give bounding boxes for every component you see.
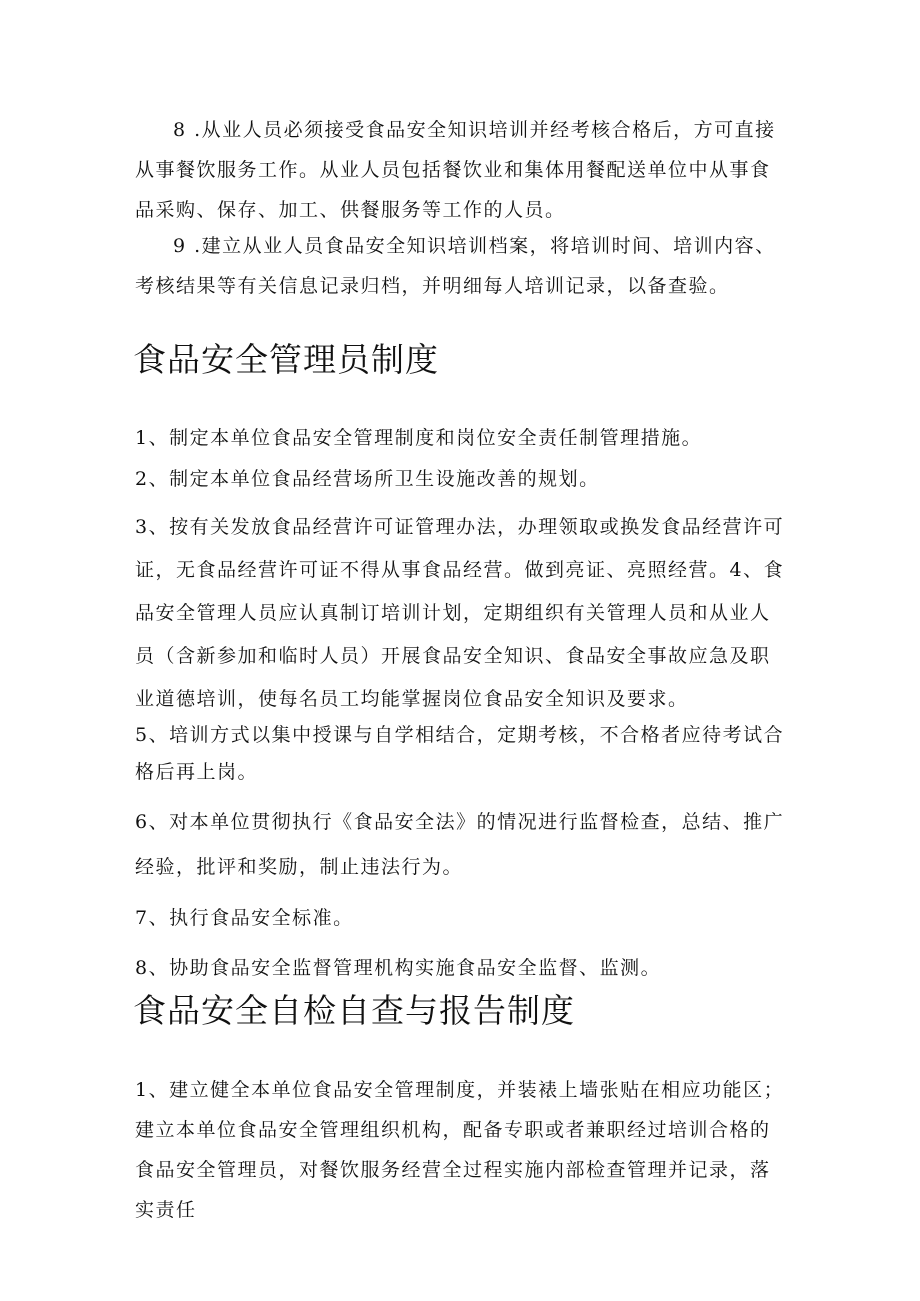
section1-item-8: 8、协助食品安全监督管理机构实施食品安全监督、监测。 [135, 957, 662, 979]
section1-item-5: 5、培训方式以集中授课与自学相结合，定期考核，不合格者应待考试合格后再上岗。 [135, 724, 785, 783]
section1-item-7: 7、执行食品安全标准。 [135, 907, 354, 929]
section1-item-1: 1、制定本单位食品安全管理制度和岗位安全责任制管理措施。 [135, 427, 703, 449]
section1-item-2: 2、制定本单位食品经营场所卫生设施改善的规划。 [135, 468, 600, 490]
section-title-self-inspection: 食品安全自检自查与报告制度 [133, 991, 575, 1030]
intro-item-9: 9 .建立从业人员食品安全知识培训档案，将培训时间、培训内容、考核结果等有关信息记录归档，并明细每人培训记录，以备查验。 [135, 235, 776, 297]
section1-item-3-4: 3、按有关发放食品经营许可证管理办法，办理领取或换发食品经营许可证，无食品经营许可证不得从事食品经营。做到亮证、亮照经营。4、食品安全管理人员应认真制订培训计划，定期组织有关管理人员和从业人员（含新参加和临时人员）开展食品安全知识、食品安全事故应急及职业道德培训，使每名员工均能掌握岗位食品安全知识及要求。 [135, 516, 785, 710]
section1-item-6: 6、对本单位贯彻执行《食品安全法》的情况进行监督检查，总结、推广经验，批评和奖励，制止违法行为。 [135, 811, 785, 878]
section-title-safety-manager: 食品安全管理员制度 [133, 340, 439, 379]
intro-item-8: 8 .从业人员必须接受食品安全知识培训并经考核合格后，方可直接从事餐饮服务工作。从业人员包括餐饮业和集体用餐配送单位中从事食品采购、保存、加工、供餐服务等工作的人员。 [135, 119, 776, 221]
section2-item-1: 1、建立健全本单位食品安全管理制度，并装裱上墙张贴在相应功能区；建立本单位食品安全管理组织机构，配备专职或者兼职经过培训合格的食品安全管理员，对餐饮服务经营全过程实施内部检查管理并记录，落实责任 [135, 1079, 785, 1221]
